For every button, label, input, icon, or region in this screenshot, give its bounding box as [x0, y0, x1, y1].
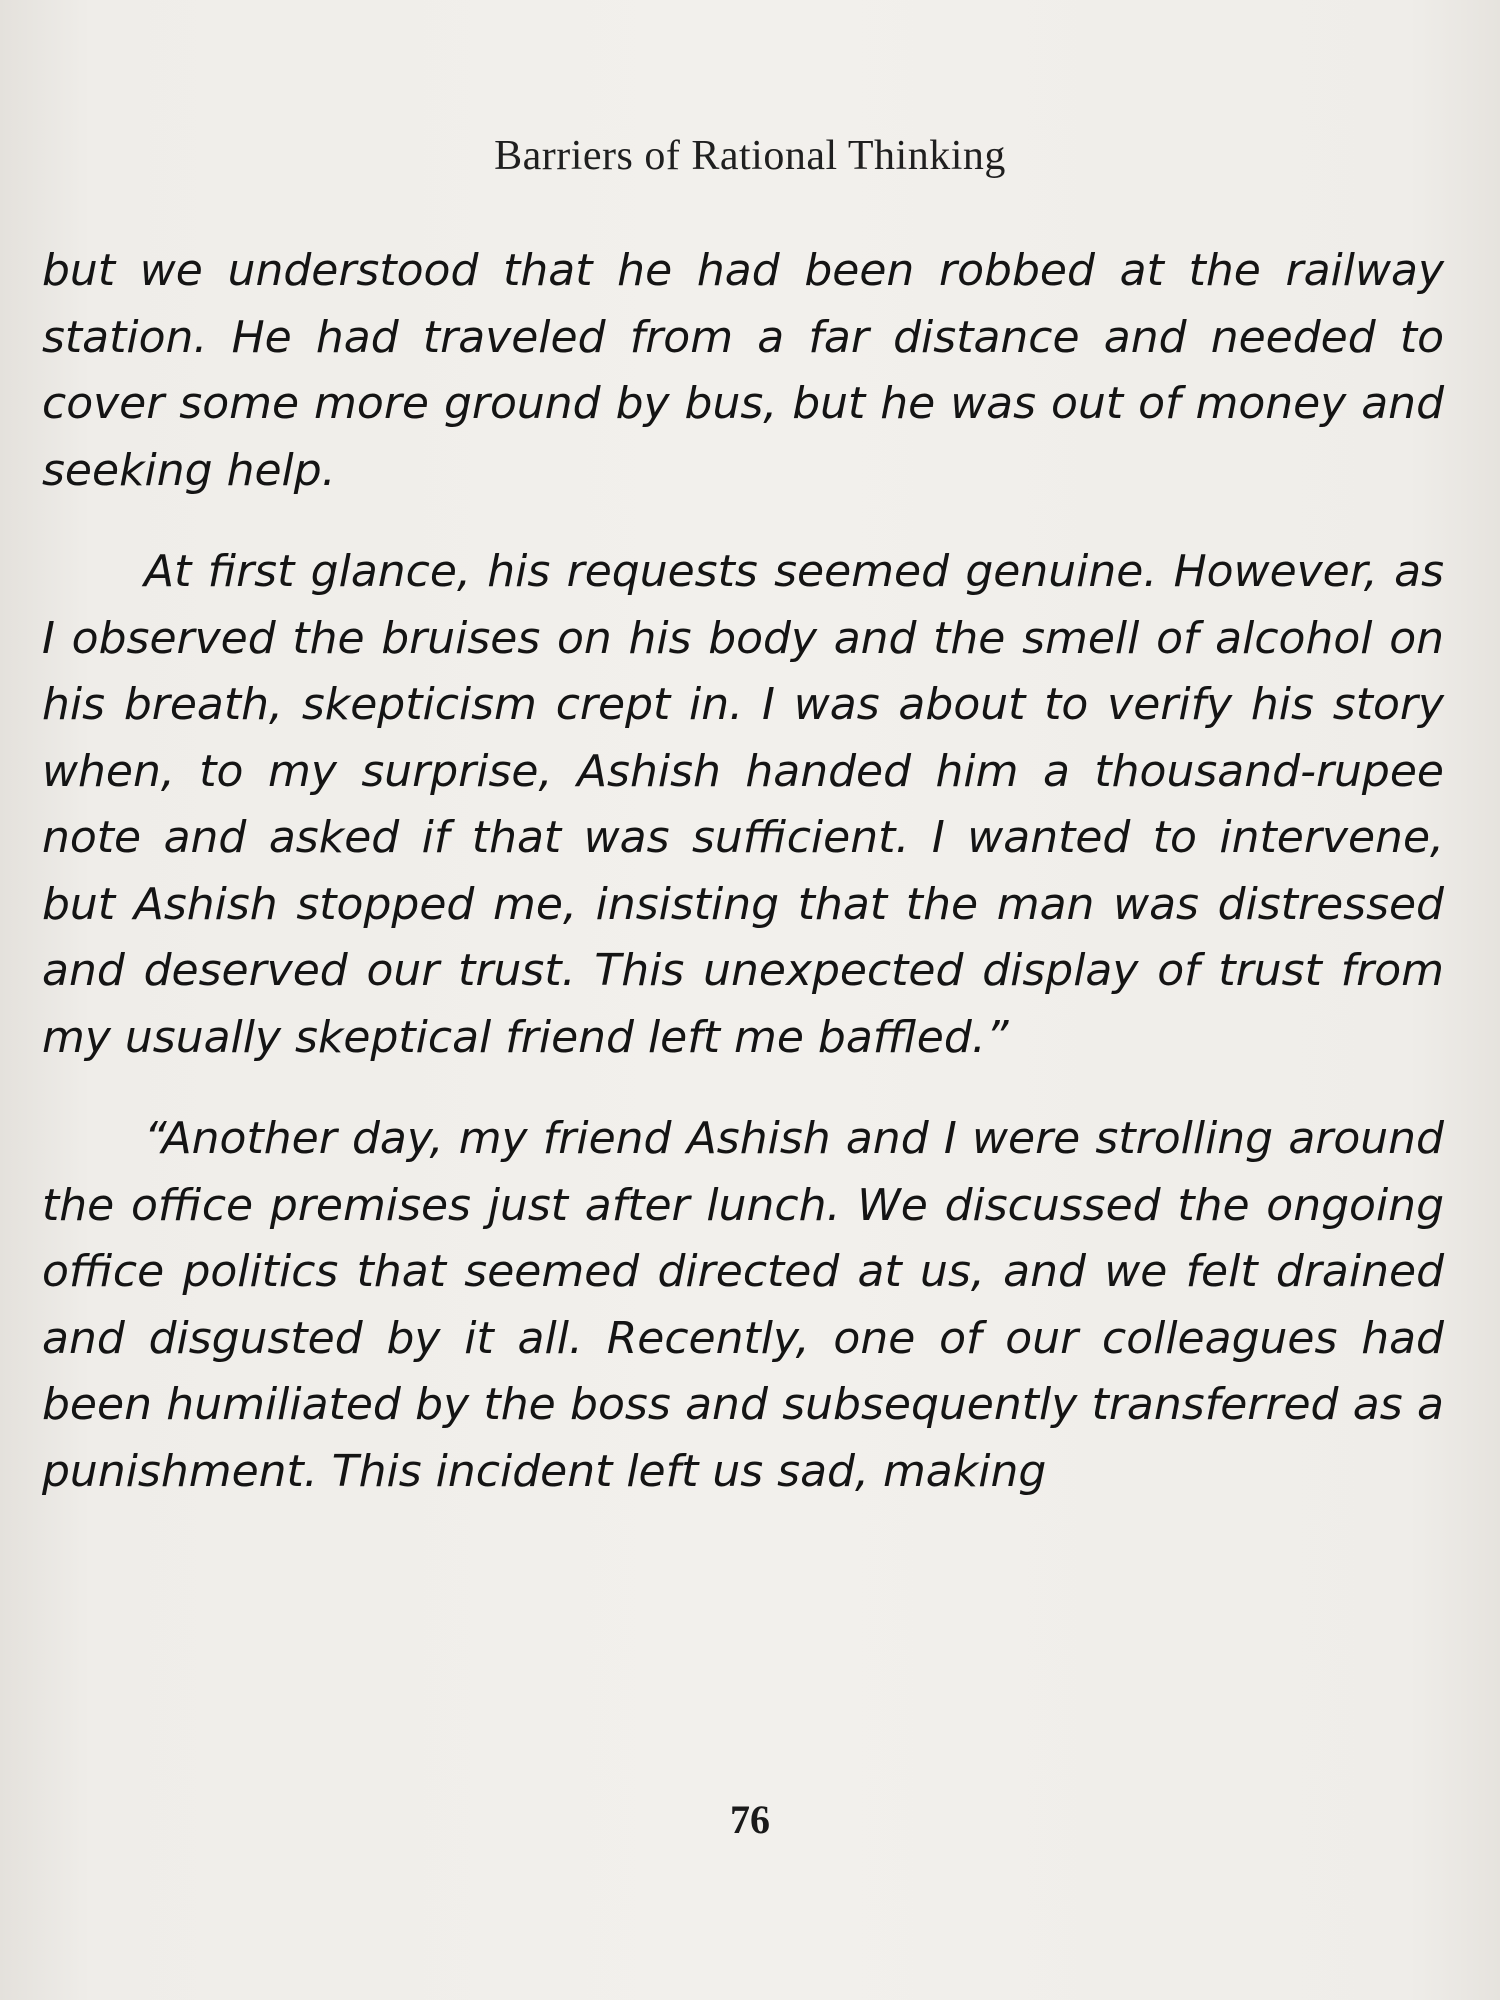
paragraph-continuation: but we understood that he had been robbed at the railway station. He had traveled from a far distance and needed to cover some more ground by bus, but he was out of money and seeking help. — [42, 245, 1444, 496]
paragraph-another-day: “Another day, my friend Ashish and I were strolling around the office premises just after lunch. We discussed the ongoing office politics that seemed directed at us, and we felt drained and disgusted by it all. Recently, one of our colleagues had been humiliated by the boss and subsequently transferred as a punishment. This incident left us sad, making — [42, 1113, 1444, 1497]
running-head: Barriers of Rational Thinking — [494, 133, 1006, 179]
body-text — [42, 238, 1444, 1540]
paragraph-first-glance: At first glance, his requests seemed genuine. However, as I observed the bruises on his body and the smell of alcohol on his breath, skepticism crept in. I was about to verify his story when, to my surprise, Ashish handed him a thousand-rupee note and asked if that was sufficient. I wanted to intervene, but Ashish stopped me, insisting that the man was distressed and deserved our trust. This unexpected display of trust from my usually skeptical friend left me baffled.” — [42, 546, 1444, 1063]
page-number: 76 — [730, 1797, 770, 1842]
